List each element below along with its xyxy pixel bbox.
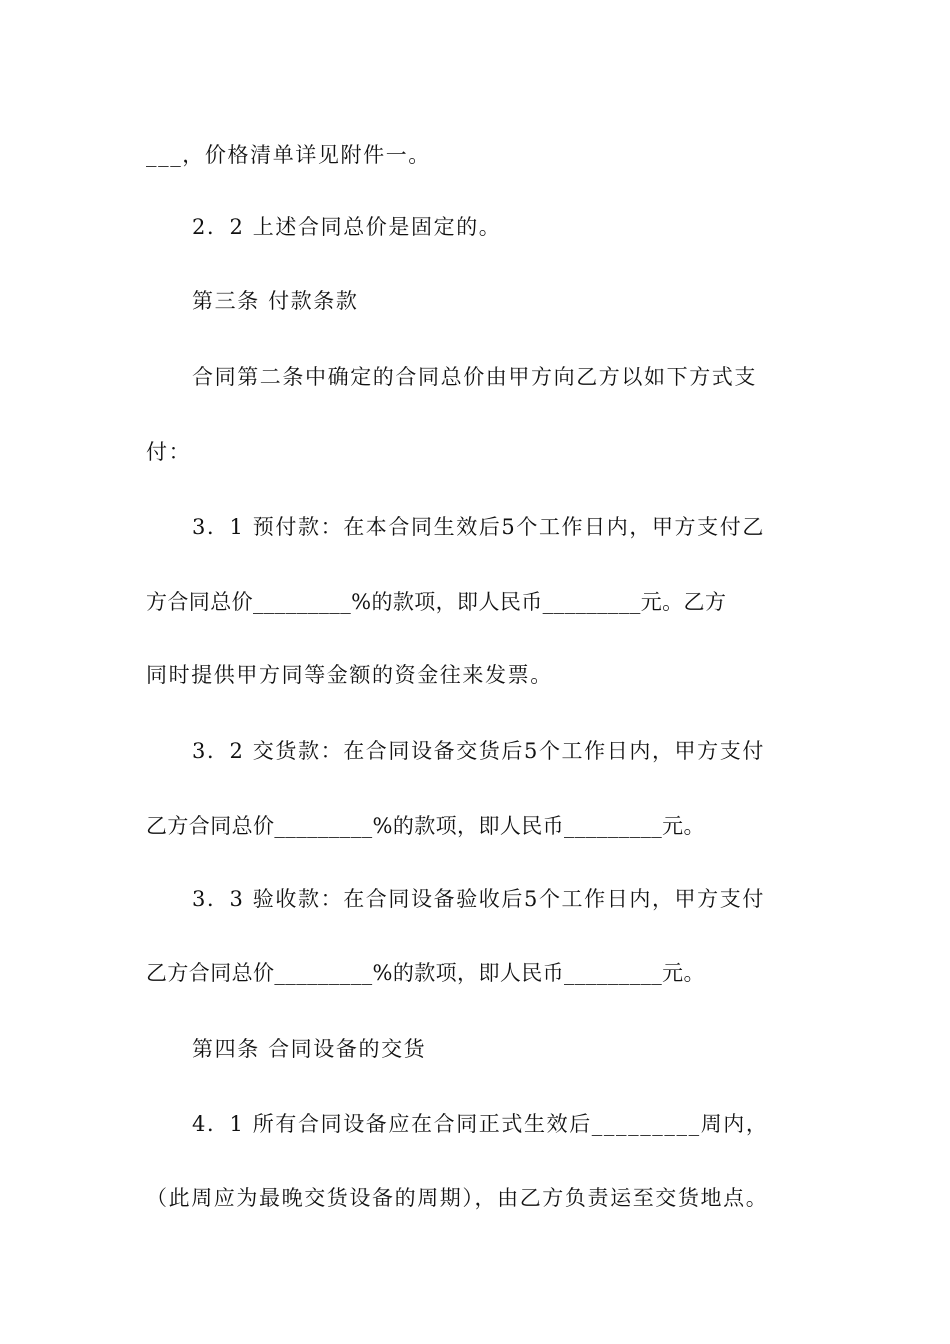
text-line-clause-3-3-cont: 乙方合同总价_________%的款项，即人民币_________元。 (146, 961, 705, 985)
text-line-clause-3-3: 3．3 验收款：在合同设备验收后5个工作日内，甲方支付 (192, 887, 765, 911)
text-line-clause-3-1-end: 同时提供甲方同等金额的资金往来发票。 (146, 663, 553, 687)
text-line-clause-3-1: 3．1 预付款：在本合同生效后5个工作日内，甲方支付乙 (192, 515, 765, 539)
text-line-article-3-intro: 合同第二条中确定的合同总价由甲方向乙方以如下方式支 (192, 365, 757, 389)
text-line-clause-3-1-cont: 方合同总价_________%的款项，即人民币_________元。乙方 (146, 590, 727, 614)
heading-article-3: 第三条 付款条款 (192, 289, 359, 313)
text-line-clause-4-1: 4．1 所有合同设备应在合同正式生效后_________周内， (192, 1112, 769, 1136)
text-line-clause-3-2: 3．2 交货款：在合同设备交货后5个工作日内，甲方支付 (192, 739, 765, 763)
text-line-clause-4-1-cont: （此周应为最晚交货设备的周期），由乙方负责运至交货地点。 (146, 1186, 769, 1210)
text-line-article-3-intro-cont: 付： (146, 440, 192, 464)
text-line-price-list: ___，价格清单详见附件一。 (146, 143, 431, 167)
text-line-clause-2-2: 2．2 上述合同总价是固定的。 (192, 215, 502, 239)
text-line-clause-3-2-cont: 乙方合同总价_________%的款项，即人民币_________元。 (146, 814, 705, 838)
heading-article-4: 第四条 合同设备的交货 (192, 1037, 427, 1061)
